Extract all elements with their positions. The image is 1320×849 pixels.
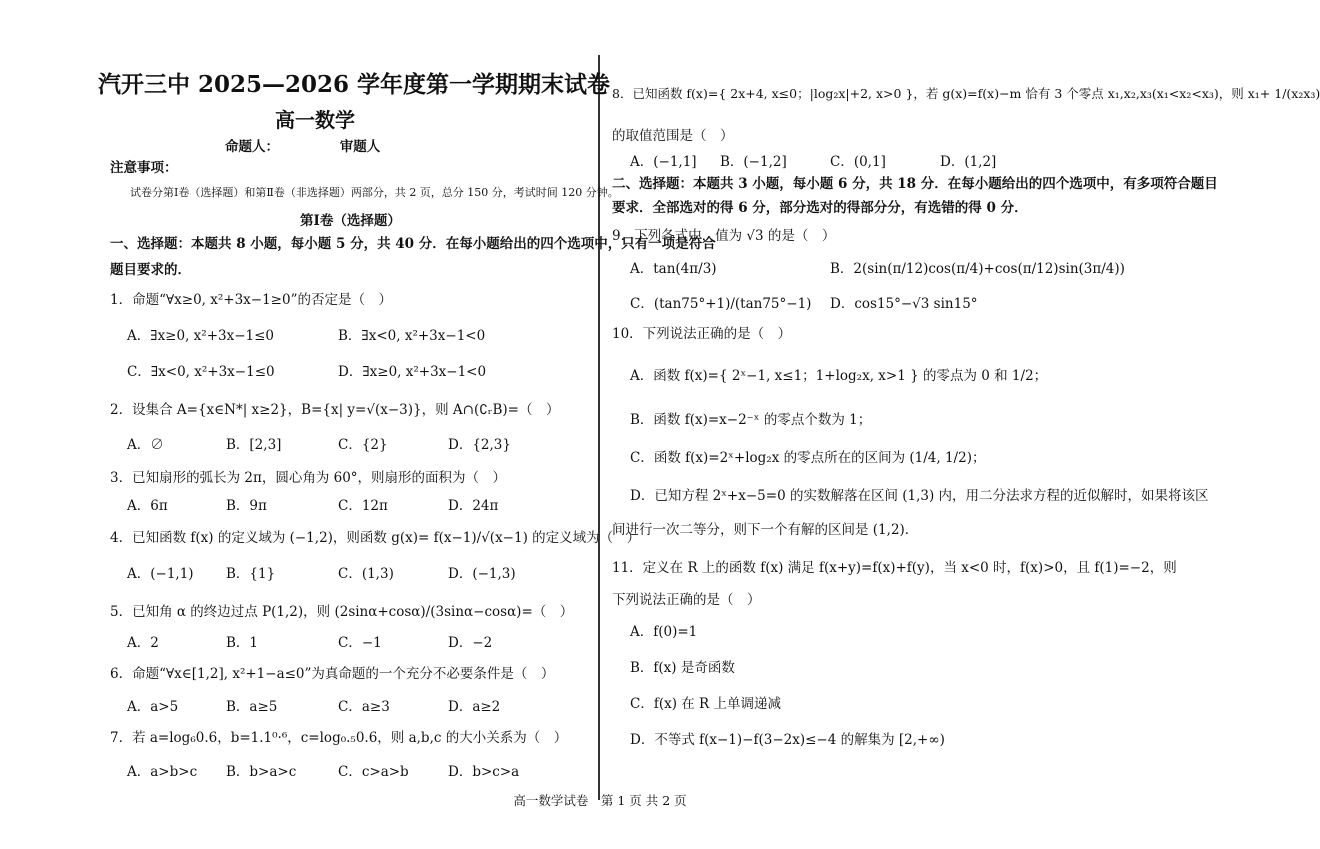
q7-option-b: B．b>a>c [226, 764, 297, 780]
q11-option-c: C．f(x) 在 R 上单调递减 [630, 696, 782, 712]
q3-option-d: D．24π [448, 498, 499, 514]
section2-heading-line2: 要求．全部选对的得 6 分，部分选对的得部分分，有选错的得 0 分． [612, 200, 1028, 216]
q5-option-b: B．1 [226, 635, 259, 651]
question-8: 8．已知函数 f(x)={ 2x+4, x≤0；|log₂x|+2, x>0 }，若 g(x)=f(x)−m 恰有 3 个零点 x₁,x₂,x₃(x₁<x₂<x₃)，则 x₁+ 1/(x₂x₃) [612, 86, 1320, 101]
q4-option-c: C．(1,3) [338, 566, 394, 582]
q10-option-b: B．函数 f(x)=x−2⁻ˣ 的零点个数为 1； [630, 412, 872, 428]
q4-option-b: B．{1} [226, 566, 276, 582]
q2-option-c: C．{2} [338, 437, 388, 453]
notice-header: 注意事项： [110, 160, 178, 176]
q7-option-c: C．c>a>b [338, 764, 409, 780]
authors: 命题人： 审题人 [225, 139, 381, 155]
notice-text: 试卷分第Ⅰ卷（选择题）和第Ⅱ卷（非选择题）两部分，共 2 页，总分 150 分，考试时间 120 分钟。 [130, 186, 619, 199]
question-6: 6．命题“∀x∈[1,2], x²+1−a≤0”为真命题的一个充分不必要条件是（ ） [110, 666, 555, 682]
q2-option-b: B．[2,3] [226, 437, 282, 453]
q8-option-d: D．(1,2] [940, 154, 997, 170]
section2-heading-line1: 二、选择题：本题共 3 小题，每小题 6 分，共 18 分．在每小题给出的四个选项中，有多项符合题目 [612, 176, 1218, 192]
q9-option-b: B．2(sin(π/12)cos(π/4)+cos(π/12)sin(3π/4)) [830, 261, 1125, 277]
q1-option-d: D．∃x≥0, x²+3x−1<0 [338, 364, 487, 380]
q10-option-c: C．函数 f(x)=2ˣ+log₂x 的零点所在的区间为 (1/4, 1/2)； [630, 450, 986, 466]
q10-option-d-line2: 间进行一次二等分，则下一个有解的区间是 (1,2)． [612, 522, 919, 538]
question-11-tail: 下列说法正确的是（ ） [612, 592, 761, 608]
q11-option-b: B．f(x) 是奇函数 [630, 660, 735, 676]
q2-option-d: D．{2,3} [448, 437, 511, 453]
q5-option-a: A．2 [127, 635, 159, 651]
q3-option-c: C．12π [338, 498, 388, 514]
question-4: 4．已知函数 f(x) 的定义域为 (−1,2)，则函数 g(x)= f(x−1)/√(x−1) 的定义域为（ ） [110, 530, 641, 546]
q1-option-b: B．∃x<0, x²+3x−1<0 [338, 328, 486, 344]
q1-option-a: A．∃x≥0, x²+3x−1≤0 [127, 328, 275, 344]
q5-option-c: C．−1 [338, 635, 382, 651]
section1-heading-line1: 一、选择题：本题共 8 小题，每小题 5 分，共 40 分．在每小题给出的四个选项中，只有一项是符合 [110, 236, 716, 252]
q6-option-c: C．a≥3 [338, 699, 390, 715]
question-9: 9．下列各式中，值为 √3 的是（ ） [612, 228, 836, 244]
q8-option-c: C．(0,1] [830, 154, 886, 170]
question-2: 2．设集合 A={x∈N*| x≥2}，B={x| y=√(x−3)}，则 A∩(∁ᵣB)=（ ） [110, 402, 560, 418]
q5-option-d: D．−2 [448, 635, 493, 651]
question-1: 1．命题“∀x≥0, x²+3x−1≥0”的否定是（ ） [110, 292, 392, 308]
question-11: 11．定义在 R 上的函数 f(x) 满足 f(x+y)=f(x)+f(y)，当 x<0 时，f(x)>0，且 f(1)=−2，则 [612, 560, 1177, 576]
q8-option-a: A．(−1,1] [630, 154, 697, 170]
question-5: 5．已知角 α 的终边过点 P(1,2)，则 (2sinα+cosα)/(3sinα−cosα)=（ ） [110, 604, 574, 620]
q7-option-a: A．a>b>c [127, 764, 198, 780]
section1-heading-line2: 题目要求的． [110, 262, 191, 278]
exam-title: 汽开三中 2025—2026 学年度第一学期期末试卷 [98, 71, 611, 98]
question-3: 3．已知扇形的弧长为 2π，圆心角为 60°，则扇形的面积为（ ） [110, 470, 507, 486]
q6-option-d: D．a≥2 [448, 699, 501, 715]
section-title: 第Ⅰ卷（选择题） [300, 213, 401, 229]
right-column [602, 0, 1320, 849]
q4-option-a: A．(−1,1) [127, 566, 194, 582]
question-10: 10．下列说法正确的是（ ） [612, 326, 792, 342]
q1-option-c: C．∃x<0, x²+3x−1≤0 [127, 364, 275, 380]
q3-option-a: A．6π [127, 498, 168, 514]
q8-option-b: B．(−1,2] [720, 154, 787, 170]
subject-title: 高一数学 [275, 108, 355, 132]
q11-option-d: D．不等式 f(x−1)−f(3−2x)≤−4 的解集为 [2,+∞) [630, 732, 945, 748]
q10-option-d-line1: D．已知方程 2ˣ+x−5=0 的实数解落在区间 (1,3) 内，用二分法求方程的近似解时，如果将该区 [630, 488, 1209, 504]
q9-option-c: C．(tan75°+1)/(tan75°−1) [630, 296, 812, 312]
q2-option-a: A．∅ [127, 437, 164, 453]
q9-option-a: A．tan(4π/3) [630, 261, 717, 277]
page-footer: 高一数学试卷 第 1 页 共 2 页 [513, 793, 687, 808]
q11-option-a: A．f(0)=1 [630, 624, 698, 640]
q4-option-d: D．(−1,3) [448, 566, 516, 582]
q9-option-d: D．cos15°−√3 sin15° [830, 296, 978, 312]
question-8-tail: 的取值范围是（ ） [612, 128, 734, 144]
q7-option-d: D．b>c>a [448, 764, 520, 780]
q6-option-b: B．a≥5 [226, 699, 278, 715]
q10-option-a: A．函数 f(x)={ 2ˣ−1, x≤1；1+log₂x, x>1 } 的零点为 0 和 1/2； [630, 368, 1048, 384]
question-7: 7．若 a=log₆0.6，b=1.1⁰·⁶，c=log₀.₅0.6，则 a,b,c 的大小关系为（ ） [110, 730, 568, 746]
q3-option-b: B．9π [226, 498, 267, 514]
q6-option-a: A．a>5 [127, 699, 179, 715]
